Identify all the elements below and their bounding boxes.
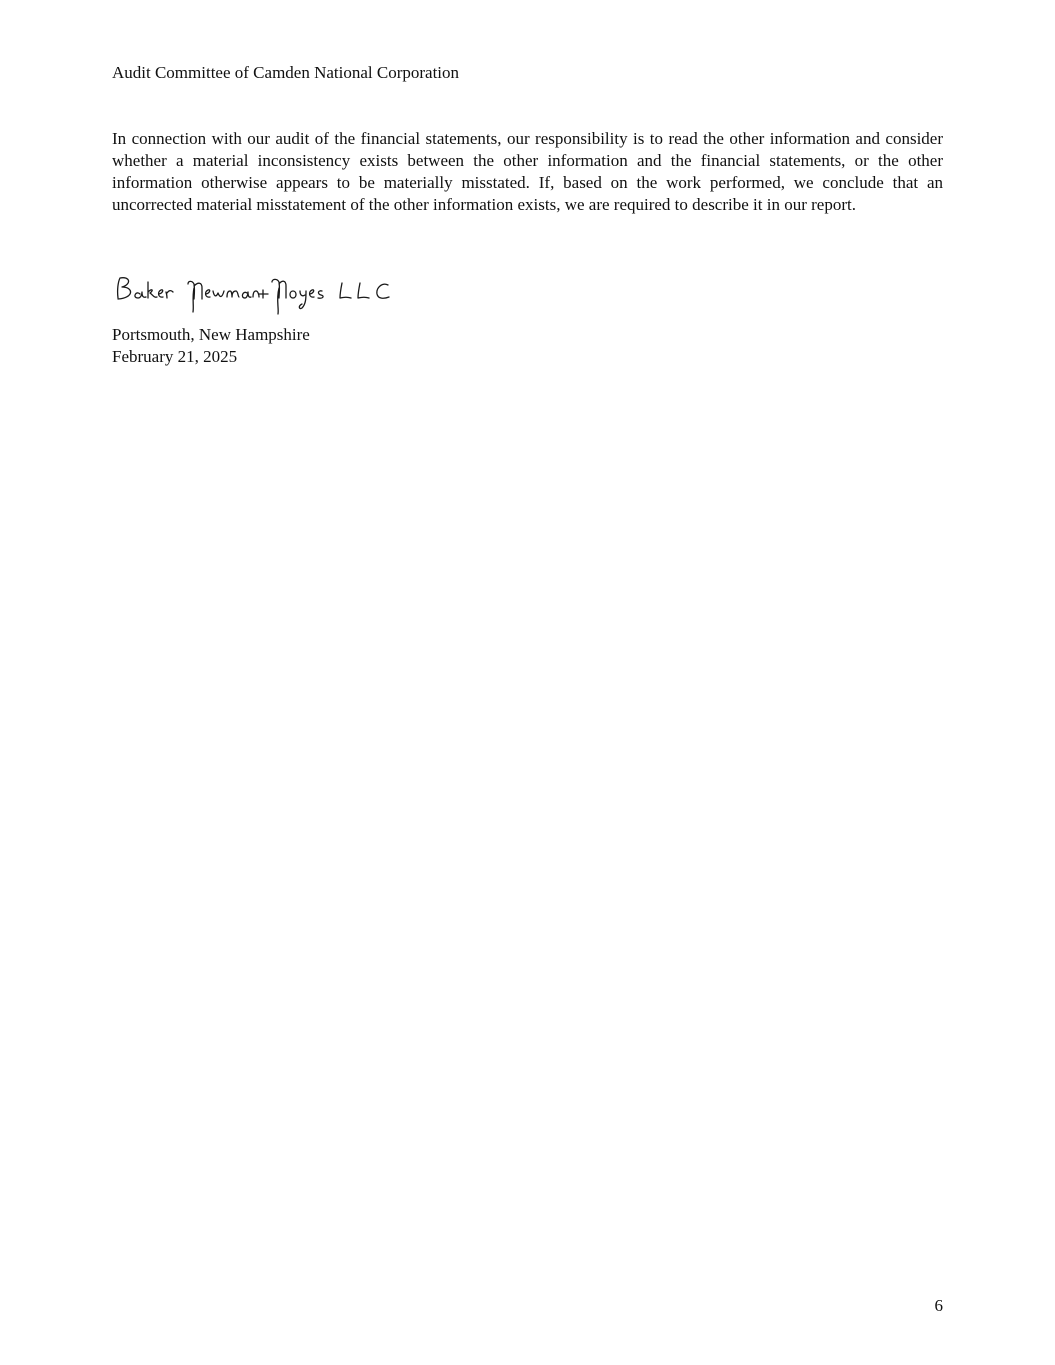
body-paragraph: In connection with our audit of the financial statements, our responsibility is to read the other information and consider whether a material inconsistency exists between the other information and the financial statements, or the other information otherwise appears to be materially misstated. If, based on the work performed, we conclude that an uncorrected material misstatement of the other information exists, we are required to describe it in our report. [112, 129, 943, 214]
signature-location-block [112, 324, 310, 368]
report-date: February 21, 2025 [112, 347, 238, 366]
city-state: Portsmouth, New Hampshire [112, 325, 310, 344]
handwritten-signature [110, 268, 420, 318]
signature-graphic [110, 268, 420, 318]
page-number: 6 [934, 1296, 943, 1315]
addressee-line: Audit Committee of Camden National Corporation [112, 63, 460, 82]
